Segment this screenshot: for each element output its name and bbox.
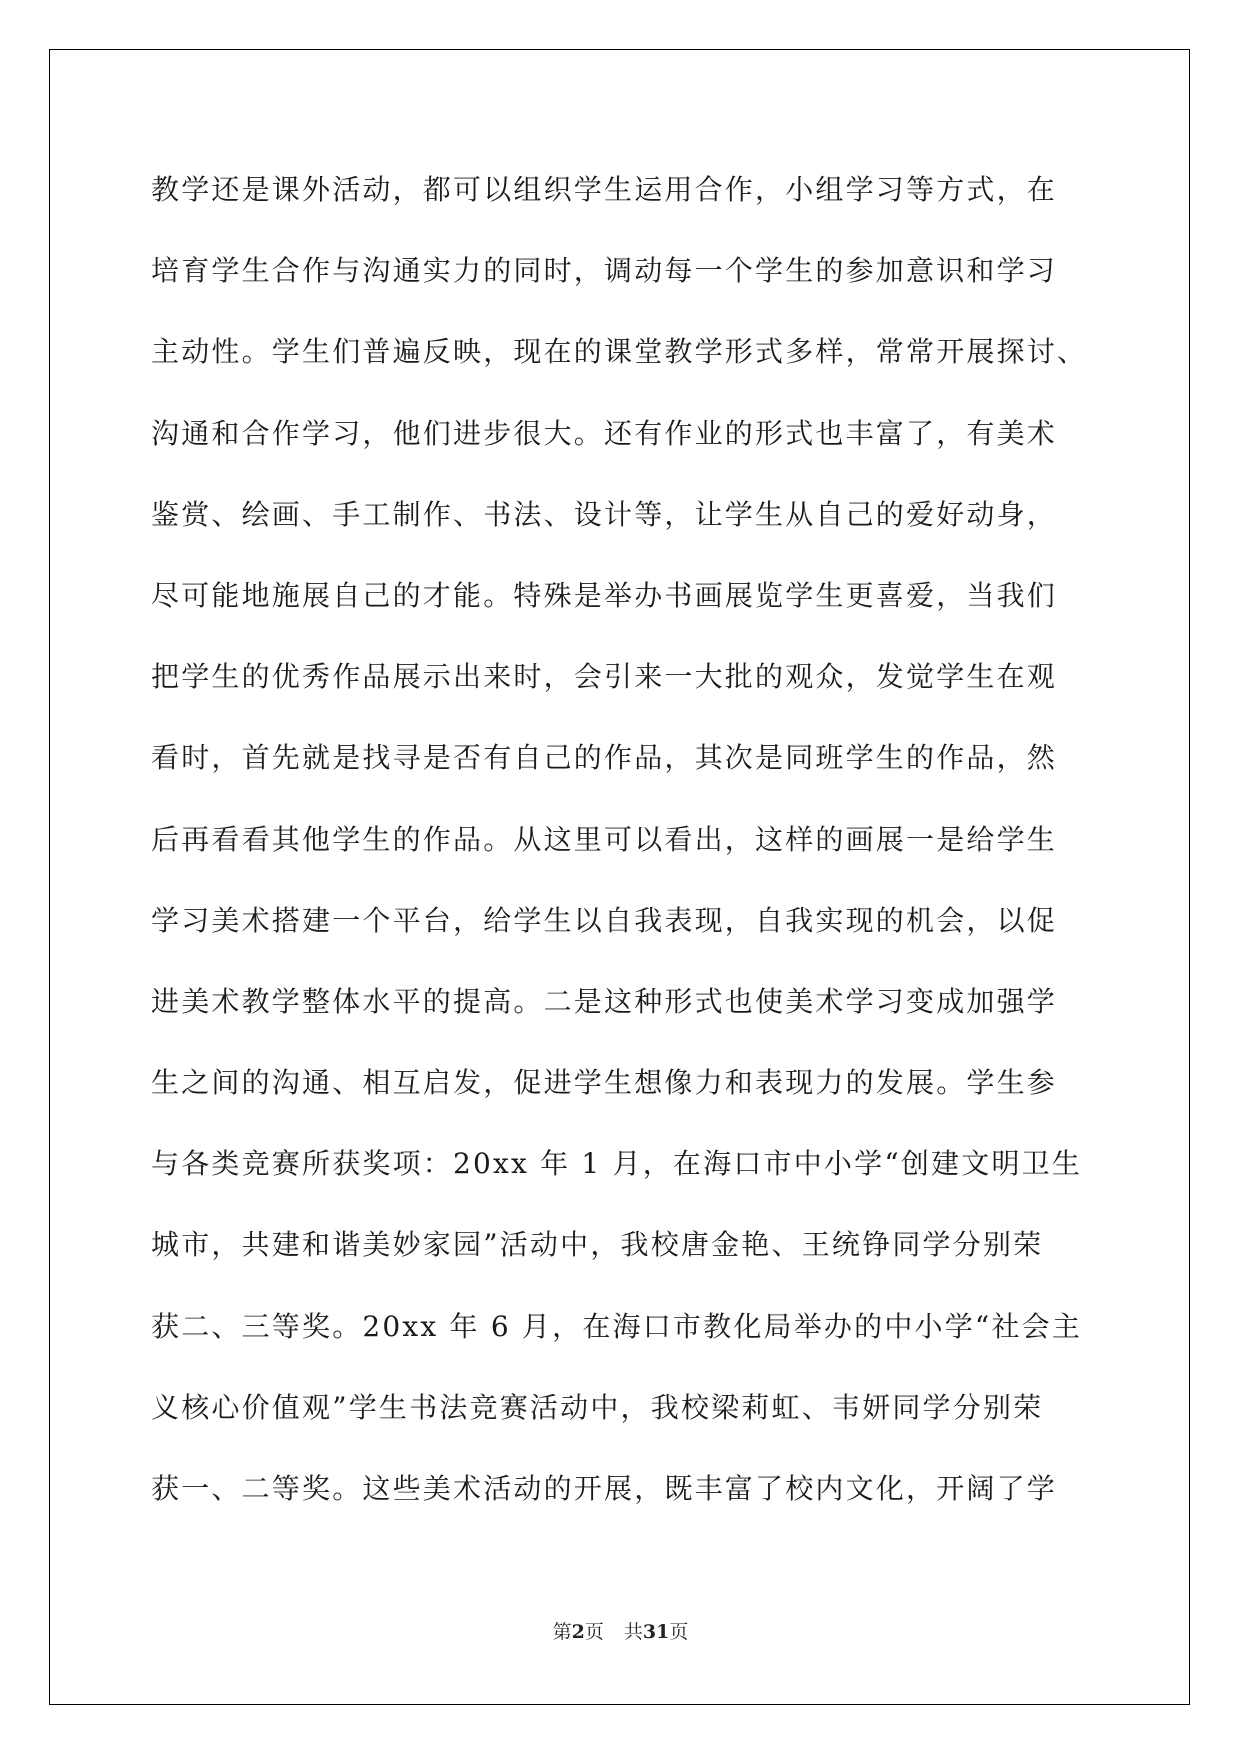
text-line: 培育学生合作与沟通实力的同时，调动每一个学生的参加意识和学习 xyxy=(151,254,1058,288)
text-line: 生之间的沟通、相互启发，促进学生想像力和表现力的发展。学生参 xyxy=(151,1066,1058,1100)
text-line: 鉴赏、绘画、手工制作、书法、设计等，让学生从自己的爱好动身， xyxy=(151,497,1058,531)
total-suffix: 页 xyxy=(669,1621,689,1643)
text-line: 城市，共建和谐美妙家园”活动中，我校唐金艳、王统铮同学分别荣 xyxy=(151,1228,1044,1262)
page-suffix: 页 xyxy=(584,1621,604,1643)
text-line: 沟通和合作学习，他们进步很大。还有作业的形式也丰富了，有美术 xyxy=(151,416,1058,450)
page-prefix: 第 xyxy=(552,1621,572,1643)
document-body xyxy=(151,165,1096,1545)
page-indicator xyxy=(553,1621,604,1643)
text-line: 义核心价值观”学生书法竞赛活动中，我校梁莉虹、韦妍同学分别荣 xyxy=(151,1390,1044,1424)
text-line: 尽可能地施展自己的才能。特殊是举办书画展览学生更喜爱，当我们 xyxy=(151,578,1058,612)
text-line: 后再看看其他学生的作品。从这里可以看出，这样的画展一是给学生 xyxy=(151,822,1058,856)
total-prefix: 共 xyxy=(623,1621,643,1643)
text-line: 教学还是课外活动，都可以组织学生运用合作，小组学习等方式，在 xyxy=(151,173,1058,206)
text-line: 获一、二等奖。这些美术活动的开展，既丰富了校内文化，开阔了学 xyxy=(151,1472,1058,1505)
text-line: 进美术教学整体水平的提高。二是这种形式也使美术学习变成加强学 xyxy=(151,984,1058,1018)
text-line: 学习美术搭建一个平台，给学生以自我表现，自我实现的机会，以促 xyxy=(151,903,1058,937)
text-line: 看时，首先就是找寻是否有自己的作品，其次是同班学生的作品，然 xyxy=(151,741,1058,775)
text-line: 主动性。学生们普遍反映，现在的课堂教学形式多样，常常开展探讨、 xyxy=(151,335,1088,369)
page-footer xyxy=(0,1620,1241,1644)
current-page-number: 2 xyxy=(571,1621,585,1643)
text-line: 与各类竞赛所获奖项：20xx 年 1 月，在海口市中小学“创建文明卫生 xyxy=(151,1147,1083,1181)
total-pages-indicator xyxy=(624,1621,688,1643)
text-line: 获二、三等奖。20xx 年 6 月，在海口市教化局举办的中小学“社会主 xyxy=(151,1309,1083,1343)
total-page-count: 31 xyxy=(642,1621,670,1643)
text-line: 把学生的优秀作品展示出来时，会引来一大批的观众，发觉学生在观 xyxy=(151,660,1058,694)
